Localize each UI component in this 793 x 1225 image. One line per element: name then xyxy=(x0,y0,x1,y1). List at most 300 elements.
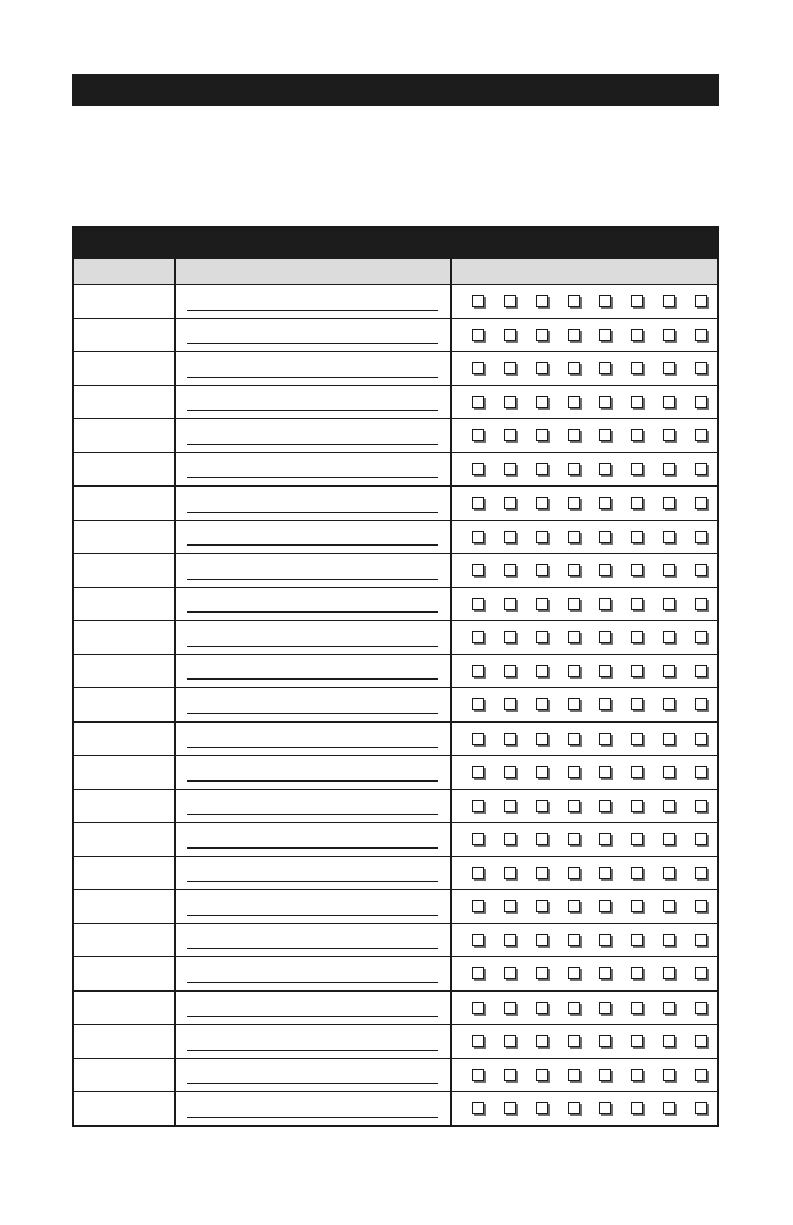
checkbox[interactable] xyxy=(472,934,484,946)
checkbox[interactable] xyxy=(631,1102,643,1114)
checkbox[interactable] xyxy=(663,598,675,610)
checkbox[interactable] xyxy=(568,564,580,576)
checkbox[interactable] xyxy=(631,833,643,845)
checkbox[interactable] xyxy=(536,295,548,307)
checkbox[interactable] xyxy=(504,1069,516,1081)
checkbox[interactable] xyxy=(599,934,611,946)
checkbox[interactable] xyxy=(504,497,516,509)
row-label-cell[interactable] xyxy=(74,1025,176,1058)
row-entry-cell[interactable] xyxy=(176,857,452,890)
checkbox[interactable] xyxy=(631,665,643,677)
row-label-cell[interactable] xyxy=(74,352,176,385)
checkbox[interactable] xyxy=(599,833,611,845)
checkbox[interactable] xyxy=(504,564,516,576)
checkbox[interactable] xyxy=(568,867,580,879)
row-label-cell[interactable] xyxy=(74,521,176,554)
checkbox[interactable] xyxy=(663,531,675,543)
checkbox[interactable] xyxy=(568,733,580,745)
checkbox[interactable] xyxy=(504,698,516,710)
checkbox[interactable] xyxy=(472,362,484,374)
checkbox[interactable] xyxy=(504,833,516,845)
checkbox[interactable] xyxy=(599,665,611,677)
row-label-cell[interactable] xyxy=(74,554,176,587)
checkbox[interactable] xyxy=(631,900,643,912)
checkbox-group xyxy=(452,688,717,721)
checkbox[interactable] xyxy=(568,362,580,374)
checkbox[interactable] xyxy=(568,531,580,543)
checkbox[interactable] xyxy=(695,833,707,845)
checkbox[interactable] xyxy=(472,1102,484,1114)
checkbox[interactable] xyxy=(504,295,516,307)
checkbox[interactable] xyxy=(599,564,611,576)
checkbox[interactable] xyxy=(472,800,484,812)
checkbox[interactable] xyxy=(568,665,580,677)
checkbox[interactable] xyxy=(472,497,484,509)
checkbox[interactable] xyxy=(695,967,707,979)
checkbox[interactable] xyxy=(599,733,611,745)
checkbox[interactable] xyxy=(568,1102,580,1114)
row-label-cell[interactable] xyxy=(74,588,176,621)
checkbox[interactable] xyxy=(599,362,611,374)
checkbox[interactable] xyxy=(568,698,580,710)
checkbox[interactable] xyxy=(631,733,643,745)
checkbox[interactable] xyxy=(536,733,548,745)
checkbox[interactable] xyxy=(504,362,516,374)
table-row xyxy=(74,1092,717,1125)
checkbox[interactable] xyxy=(599,967,611,979)
table-row xyxy=(74,790,717,824)
checkbox[interactable] xyxy=(599,867,611,879)
row-label-cell[interactable] xyxy=(74,890,176,923)
checkbox[interactable] xyxy=(663,564,675,576)
checkbox[interactable] xyxy=(663,497,675,509)
checkbox-group xyxy=(452,386,717,419)
checkbox[interactable] xyxy=(695,362,707,374)
checkbox[interactable] xyxy=(695,329,707,341)
checkbox[interactable] xyxy=(504,598,516,610)
checkbox[interactable] xyxy=(472,396,484,408)
checkbox[interactable] xyxy=(631,698,643,710)
checkbox[interactable] xyxy=(472,1002,484,1014)
checkbox-group xyxy=(452,655,717,688)
checkbox[interactable] xyxy=(504,900,516,912)
checkbox[interactable] xyxy=(695,934,707,946)
checkbox[interactable] xyxy=(695,1002,707,1014)
checkbox[interactable] xyxy=(536,665,548,677)
checkbox[interactable] xyxy=(599,598,611,610)
checkbox[interactable] xyxy=(599,1069,611,1081)
checkbox[interactable] xyxy=(599,295,611,307)
checkbox[interactable] xyxy=(472,967,484,979)
checkbox[interactable] xyxy=(695,766,707,778)
row-entry-cell[interactable] xyxy=(176,588,452,621)
checkbox[interactable] xyxy=(472,295,484,307)
row-label-cell[interactable] xyxy=(74,419,176,452)
table-row xyxy=(74,890,717,924)
checkbox[interactable] xyxy=(663,463,675,475)
checkbox[interactable] xyxy=(695,733,707,745)
checkbox[interactable] xyxy=(568,497,580,509)
checkbox[interactable] xyxy=(504,733,516,745)
write-in-line xyxy=(187,310,438,311)
checkbox[interactable] xyxy=(631,631,643,643)
checkbox[interactable] xyxy=(695,1035,707,1047)
checkbox[interactable] xyxy=(663,665,675,677)
column-header-2 xyxy=(176,259,452,284)
checkbox[interactable] xyxy=(695,564,707,576)
write-in-line xyxy=(187,982,438,983)
row-label-cell[interactable] xyxy=(74,386,176,419)
row-label-cell[interactable] xyxy=(74,924,176,957)
checkbox[interactable] xyxy=(568,295,580,307)
checkbox-group xyxy=(452,957,717,990)
write-in-line xyxy=(187,915,438,916)
checkbox[interactable] xyxy=(663,766,675,778)
checkbox[interactable] xyxy=(663,967,675,979)
checkbox-group xyxy=(452,588,717,621)
checkbox[interactable] xyxy=(663,295,675,307)
table-row xyxy=(74,386,717,420)
table-row xyxy=(74,621,717,655)
checkbox[interactable] xyxy=(536,598,548,610)
row-entry-cell[interactable] xyxy=(176,790,452,823)
checkbox[interactable] xyxy=(631,362,643,374)
row-entry-cell[interactable] xyxy=(176,621,452,654)
checkbox[interactable] xyxy=(472,1069,484,1081)
checkbox[interactable] xyxy=(631,766,643,778)
checkbox[interactable] xyxy=(695,900,707,912)
checkbox[interactable] xyxy=(631,1069,643,1081)
checkbox[interactable] xyxy=(472,766,484,778)
row-entry-cell[interactable] xyxy=(176,957,452,990)
checkbox[interactable] xyxy=(663,1102,675,1114)
row-entry-cell[interactable] xyxy=(176,890,452,923)
checkbox[interactable] xyxy=(663,429,675,441)
row-label-cell[interactable] xyxy=(74,723,176,756)
checkbox[interactable] xyxy=(631,800,643,812)
write-in-line xyxy=(187,377,438,378)
checkbox[interactable] xyxy=(631,967,643,979)
checkbox[interactable] xyxy=(536,463,548,475)
checkbox[interactable] xyxy=(536,800,548,812)
row-entry-cell[interactable] xyxy=(176,521,452,554)
checkbox[interactable] xyxy=(536,1102,548,1114)
checkbox[interactable] xyxy=(695,497,707,509)
checkbox[interactable] xyxy=(631,463,643,475)
table-row xyxy=(74,453,717,488)
checkbox[interactable] xyxy=(631,429,643,441)
checkbox[interactable] xyxy=(631,295,643,307)
checkbox[interactable] xyxy=(536,934,548,946)
checkbox[interactable] xyxy=(568,329,580,341)
row-label-cell[interactable] xyxy=(74,790,176,823)
row-entry-cell[interactable] xyxy=(176,924,452,957)
checkbox-group xyxy=(452,319,717,352)
checkbox[interactable] xyxy=(568,967,580,979)
row-entry-cell[interactable] xyxy=(176,1092,452,1125)
checkbox[interactable] xyxy=(695,800,707,812)
checkbox-group xyxy=(452,352,717,385)
checkbox[interactable] xyxy=(536,766,548,778)
table-row xyxy=(74,285,717,319)
row-entry-cell[interactable] xyxy=(176,1059,452,1092)
checkbox[interactable] xyxy=(695,698,707,710)
checkbox[interactable] xyxy=(536,362,548,374)
checkbox[interactable] xyxy=(536,1035,548,1047)
checkbox[interactable] xyxy=(536,867,548,879)
row-label-cell[interactable] xyxy=(74,1092,176,1125)
checkbox[interactable] xyxy=(631,867,643,879)
checkbox[interactable] xyxy=(504,665,516,677)
write-in-line xyxy=(187,579,438,580)
checkbox[interactable] xyxy=(695,631,707,643)
checkbox[interactable] xyxy=(536,531,548,543)
checkbox[interactable] xyxy=(504,766,516,778)
row-entry-cell[interactable] xyxy=(176,386,452,419)
checkbox[interactable] xyxy=(663,396,675,408)
checkbox[interactable] xyxy=(663,900,675,912)
write-in-line xyxy=(187,646,438,647)
checkbox[interactable] xyxy=(568,766,580,778)
table-row xyxy=(74,319,717,353)
checkbox[interactable] xyxy=(472,698,484,710)
write-in-line xyxy=(187,814,438,815)
row-label-cell[interactable] xyxy=(74,655,176,688)
checkbox[interactable] xyxy=(599,329,611,341)
checkbox[interactable] xyxy=(536,967,548,979)
checkbox[interactable] xyxy=(663,867,675,879)
checkbox[interactable] xyxy=(599,1035,611,1047)
checkbox[interactable] xyxy=(472,429,484,441)
checkbox[interactable] xyxy=(631,934,643,946)
row-entry-cell[interactable] xyxy=(176,655,452,688)
row-entry-cell[interactable] xyxy=(176,554,452,587)
checkbox[interactable] xyxy=(695,429,707,441)
checkbox[interactable] xyxy=(504,967,516,979)
checkbox[interactable] xyxy=(663,698,675,710)
checkbox[interactable] xyxy=(663,329,675,341)
checkbox[interactable] xyxy=(472,733,484,745)
checkbox[interactable] xyxy=(599,1102,611,1114)
checkbox[interactable] xyxy=(504,1035,516,1047)
checkbox[interactable] xyxy=(695,665,707,677)
checkbox[interactable] xyxy=(536,329,548,341)
row-entry-cell[interactable] xyxy=(176,453,452,486)
checkbox[interactable] xyxy=(472,833,484,845)
column-header-3 xyxy=(452,259,717,284)
checkbox-group xyxy=(452,924,717,957)
checkbox[interactable] xyxy=(599,396,611,408)
checkbox[interactable] xyxy=(695,598,707,610)
row-label-cell[interactable] xyxy=(74,823,176,856)
checkbox[interactable] xyxy=(472,665,484,677)
row-entry-cell[interactable] xyxy=(176,487,452,520)
checkbox[interactable] xyxy=(568,463,580,475)
row-entry-cell[interactable] xyxy=(176,285,452,318)
row-entry-cell[interactable] xyxy=(176,723,452,756)
row-entry-cell[interactable] xyxy=(176,319,452,352)
checkbox[interactable] xyxy=(631,598,643,610)
checkbox[interactable] xyxy=(568,1069,580,1081)
table-row xyxy=(74,688,717,723)
write-in-line xyxy=(187,477,438,478)
checkbox[interactable] xyxy=(504,396,516,408)
checkbox[interactable] xyxy=(536,1069,548,1081)
checkbox[interactable] xyxy=(472,867,484,879)
checkbox[interactable] xyxy=(504,329,516,341)
checkbox[interactable] xyxy=(599,463,611,475)
table-row xyxy=(74,857,717,891)
checkbox[interactable] xyxy=(695,396,707,408)
checkbox[interactable] xyxy=(536,564,548,576)
checkbox[interactable] xyxy=(568,429,580,441)
checkbox[interactable] xyxy=(599,531,611,543)
checkbox[interactable] xyxy=(536,698,548,710)
checkbox[interactable] xyxy=(504,429,516,441)
checkbox[interactable] xyxy=(663,833,675,845)
checkbox[interactable] xyxy=(568,1035,580,1047)
checkbox[interactable] xyxy=(663,800,675,812)
checkbox[interactable] xyxy=(599,900,611,912)
checkbox[interactable] xyxy=(472,1035,484,1047)
checkbox[interactable] xyxy=(472,531,484,543)
table-row xyxy=(74,957,717,992)
checkbox[interactable] xyxy=(536,396,548,408)
checkbox[interactable] xyxy=(472,463,484,475)
row-entry-cell[interactable] xyxy=(176,419,452,452)
row-label-cell[interactable] xyxy=(74,453,176,486)
write-in-line xyxy=(187,847,438,849)
checkbox[interactable] xyxy=(663,1035,675,1047)
row-label-cell[interactable] xyxy=(74,957,176,990)
checkbox[interactable] xyxy=(695,295,707,307)
table-row xyxy=(74,1059,717,1093)
write-in-line xyxy=(187,881,438,882)
write-in-line xyxy=(187,512,438,513)
row-label-cell[interactable] xyxy=(74,992,176,1025)
checkbox[interactable] xyxy=(599,1002,611,1014)
checkbox-group xyxy=(452,992,717,1025)
checkbox[interactable] xyxy=(536,429,548,441)
row-label-cell[interactable] xyxy=(74,285,176,318)
checkbox[interactable] xyxy=(504,463,516,475)
checkbox-group xyxy=(452,1059,717,1092)
checkbox[interactable] xyxy=(695,531,707,543)
checkbox[interactable] xyxy=(663,1002,675,1014)
row-entry-cell[interactable] xyxy=(176,1025,452,1058)
checkbox[interactable] xyxy=(536,833,548,845)
checkbox[interactable] xyxy=(568,631,580,643)
table-row xyxy=(74,723,717,757)
checkbox[interactable] xyxy=(631,531,643,543)
checkbox[interactable] xyxy=(568,800,580,812)
checkbox[interactable] xyxy=(599,497,611,509)
checkbox[interactable] xyxy=(631,564,643,576)
checkbox[interactable] xyxy=(663,733,675,745)
checkbox[interactable] xyxy=(599,631,611,643)
row-label-cell[interactable] xyxy=(74,1059,176,1092)
row-entry-cell[interactable] xyxy=(176,352,452,385)
checkbox[interactable] xyxy=(599,698,611,710)
checkbox[interactable] xyxy=(599,800,611,812)
checkbox[interactable] xyxy=(631,1002,643,1014)
checkbox[interactable] xyxy=(631,497,643,509)
checkbox[interactable] xyxy=(695,1102,707,1114)
checkbox[interactable] xyxy=(504,631,516,643)
checkbox[interactable] xyxy=(568,900,580,912)
checkbox-group xyxy=(452,823,717,856)
checkbox[interactable] xyxy=(504,934,516,946)
row-entry-cell[interactable] xyxy=(176,823,452,856)
checkbox[interactable] xyxy=(568,833,580,845)
sheet-header xyxy=(74,228,717,259)
checkbox[interactable] xyxy=(663,1069,675,1081)
checkbox[interactable] xyxy=(663,362,675,374)
checkbox[interactable] xyxy=(504,1002,516,1014)
checkbox[interactable] xyxy=(536,1002,548,1014)
write-in-line xyxy=(187,747,438,748)
row-entry-cell[interactable] xyxy=(176,992,452,1025)
checkbox-group xyxy=(452,857,717,890)
checkbox[interactable] xyxy=(631,1035,643,1047)
checkbox[interactable] xyxy=(472,631,484,643)
checklist-rows xyxy=(74,285,717,1125)
checkbox[interactable] xyxy=(472,564,484,576)
row-label-cell[interactable] xyxy=(74,621,176,654)
table-row xyxy=(74,419,717,453)
checkbox[interactable] xyxy=(568,598,580,610)
write-in-line xyxy=(187,948,438,949)
table-row xyxy=(74,554,717,588)
checkbox[interactable] xyxy=(568,1002,580,1014)
checkbox[interactable] xyxy=(472,900,484,912)
checkbox-group xyxy=(452,1092,717,1125)
row-label-cell[interactable] xyxy=(74,319,176,352)
checkbox[interactable] xyxy=(536,497,548,509)
checkbox[interactable] xyxy=(663,934,675,946)
checkbox[interactable] xyxy=(504,867,516,879)
write-in-line xyxy=(187,444,438,445)
checkbox[interactable] xyxy=(599,429,611,441)
checkbox[interactable] xyxy=(536,900,548,912)
write-in-line xyxy=(187,1117,438,1118)
checkbox[interactable] xyxy=(504,531,516,543)
row-label-cell[interactable] xyxy=(74,857,176,890)
checkbox[interactable] xyxy=(599,766,611,778)
checkbox[interactable] xyxy=(472,598,484,610)
page-title-bar xyxy=(72,74,719,106)
row-label-cell[interactable] xyxy=(74,487,176,520)
checkbox[interactable] xyxy=(631,396,643,408)
checkbox[interactable] xyxy=(631,329,643,341)
checkbox[interactable] xyxy=(568,934,580,946)
checkbox[interactable] xyxy=(472,329,484,341)
checkbox[interactable] xyxy=(695,1069,707,1081)
checkbox-group xyxy=(452,1025,717,1058)
checkbox[interactable] xyxy=(504,1102,516,1114)
checkbox[interactable] xyxy=(663,631,675,643)
checkbox[interactable] xyxy=(536,631,548,643)
checkbox[interactable] xyxy=(568,396,580,408)
row-label-cell[interactable] xyxy=(74,688,176,721)
checkbox[interactable] xyxy=(695,867,707,879)
checkbox[interactable] xyxy=(695,463,707,475)
checkbox[interactable] xyxy=(504,800,516,812)
row-entry-cell[interactable] xyxy=(176,688,452,721)
write-in-line xyxy=(187,1050,438,1051)
row-label-cell[interactable] xyxy=(74,756,176,789)
row-entry-cell[interactable] xyxy=(176,756,452,789)
